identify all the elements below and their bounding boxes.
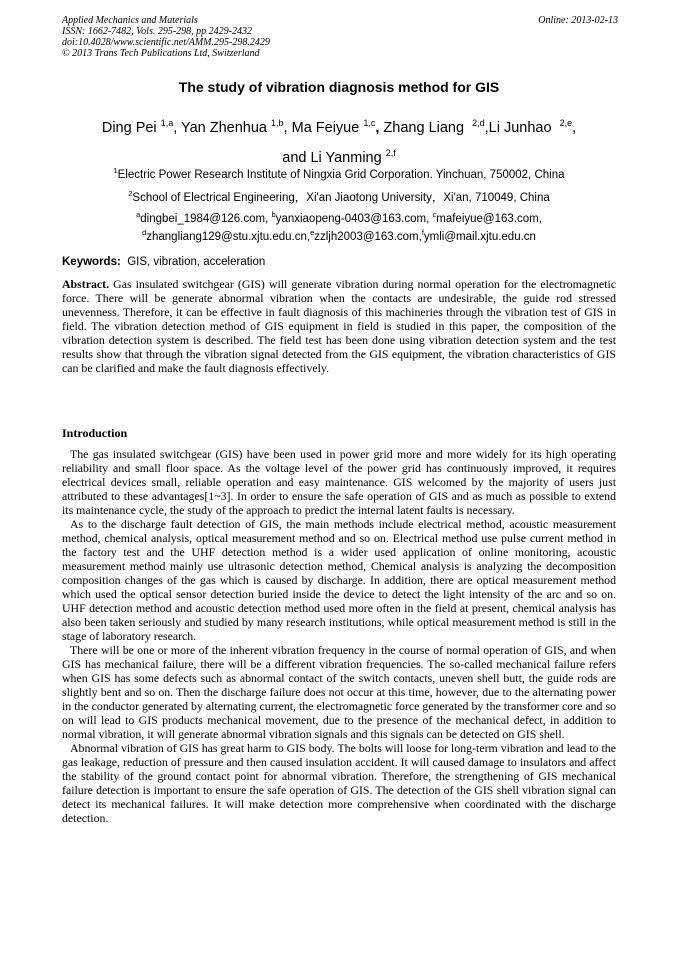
- author-name: Zhang Liang: [383, 119, 465, 136]
- keywords: [62, 256, 618, 268]
- email-marker: e: [310, 227, 315, 237]
- section-heading: Introduction: [62, 426, 128, 440]
- introduction-body: [62, 447, 616, 825]
- paragraph: Abnormal vibration of GIS has great harm to GIS body. The bolts will loose for long-term vibration and lead to the gas leakage, reduction of pressure and then caused insulation accident. It will caused damage to insulators and affect the stability of the ground contact point for abnormal vibration. Therefore, the strengthening of GIS mechanical failure detection is important to ensure the safe operation of GIS. The detection of the GIS shell vibration signal can detect its mechanical failures. It will make detection more comprehensive when coordinated with the discharge detection.: [62, 741, 616, 825]
- author-name: and Li Yanming: [282, 149, 382, 166]
- keywords-label: Keywords:: [62, 256, 121, 268]
- email-marker: f: [421, 227, 424, 237]
- email-address: zzljh2003@163.com,: [314, 230, 422, 243]
- affiliation-text: Electric Power Research Institute of Ningxia Grid Corporation. Yinchuan, 750002, China: [117, 168, 565, 181]
- author-affiliation-marker: 1,b: [271, 118, 284, 128]
- email-marker: a: [136, 210, 141, 219]
- paragraph: The gas insulated switchgear (GIS) have been used in power grid more and more widely for its high operating reliability and small floor space. As the voltage level of the power grid has continuously improved, it requires electrical devices small, reliable operation and easy maintenance. GIS welcomed by the majority of users just attributed to these advantages[1~3]. In order to ensure the safe operation of GIS and as much as possible to extend its maintenance cycle, the study of the approach to predict the internal latent faults is necessary.: [62, 447, 616, 517]
- email-address: ymli@mail.xjtu.edu.cn: [423, 230, 536, 243]
- author-emails: [40, 208, 638, 244]
- author-name: Ma Feiyue: [291, 119, 360, 136]
- abstract: [62, 277, 616, 375]
- journal-copyright: © 2013 Trans Tech Publications Ltd, Switzerland: [62, 48, 260, 59]
- author-affiliation-marker: 1,c: [363, 118, 376, 128]
- journal-name: Applied Mechanics and Materials: [62, 15, 198, 26]
- author-name: Yan Zhenhua: [181, 119, 267, 136]
- email-address: zhangliang129@stu.xjtu.edu.cn,: [146, 230, 311, 243]
- email-address: yanxiaopeng-0403@163.com,: [275, 212, 433, 225]
- author-name: Ding Pei: [101, 119, 157, 136]
- abstract-text: Gas insulated switchgear (GIS) will generate vibration during normal operation for the electromagnetic force. There will be generate abnormal vibration when the contacts are undesirable, the guide rod stressed unevenness. Therefore, it can be effective in fault diagnosis of this machineries through the vibration test of GIS in field. The vibration detection method of GIS equipment in field is studied in this paper, the composition of the vibration detection system is described. The field test has been done using vibration detection system and the test results show that through the vibration signal detected from the GIS equipment, the vibration characteristics of GIS can be clarified and make the fault diagnosis effectively.: [62, 277, 616, 375]
- email-address: mafeiyue@163.com,: [436, 212, 542, 225]
- author-affiliation-marker: 2,f: [385, 147, 396, 158]
- affiliation-2: [40, 186, 638, 206]
- email-marker: d: [142, 227, 147, 237]
- author-list: Ding Pei $^{1,a}$, Yan Zhenhua $^{1,b}$, Ma Feiyue $^{1,c}$, Zhang Liang $^{2,d}$,Li Junhao $^{2,e}$, and Li Yanming $^{2,f}$: [101, 118, 577, 166]
- keywords-text: GIS, vibration, acceleration: [127, 256, 266, 268]
- paragraph: There will be one or more of the inherent vibration frequency in the course of normal operation of GIS, and when GIS has mechanical failure, there will be a different vibration frequencies. The so-called mechanical failure refers when GIS has some defects such as abnormal contact of the switch contacts, uneven shell butt, the guide rods are slightly bent and so on. Then the discharge failure does not occur at this time, however, due to the alternating power in the conductor generated by alternating current, the electromagnetic force generated by the transformer core and so on will lead to GIS products mechanical movement, due to the presence of the mechanical defect, in addition to normal vibration, it will generate abnormal vibration signals and this signals can be detected on GIS shell.: [62, 643, 616, 741]
- email-marker: b: [271, 210, 276, 219]
- affiliation-marker: 2: [128, 189, 133, 198]
- affiliation-marker: 1: [113, 166, 118, 175]
- paragraph: As to the discharge fault detection of GIS, the main methods include electrical method, acoustic measurement method, chemical analysis, optical measurement method and so on. Electrical method use pulse current method in the factory test and the UHF detection method is a wider used application of online monitoring, acoustic measurement method mainly use ultrasonic detection method, Chemical analysis is analyzing the decomposition composition changes of the gas which is caused by discharge. In addition, there are optical measurement method which used the optical sensor detection buried inside the device to detect the light intensity of the arc and so on. UHF detection method and acoustic detection method used more often in the field at present, chemical analysis has also been taken seriously and studied by many research institutions, while optical measurement method is still in the stage of laboratory research.: [62, 517, 616, 643]
- author-affiliation-marker: 2,e: [559, 118, 573, 128]
- author-name: Li Junhao: [488, 119, 552, 136]
- online-date: Online: 2013-02-13: [538, 15, 618, 26]
- author-affiliation-marker: 1,a: [160, 118, 174, 128]
- journal-doi: doi:10.4028/www.scientific.net/AMM.295-298.2429: [62, 37, 270, 48]
- email-address: dingbei_1984@126.com,: [140, 212, 272, 225]
- affiliation-1: [40, 163, 638, 183]
- affiliation-text: School of Electrical Engineering，Xi'an Jiaotong University，Xi'an, 710049, China: [132, 191, 550, 204]
- email-marker: c: [432, 210, 437, 219]
- author-affiliation-marker: 2,d: [472, 118, 485, 128]
- journal-issn: ISSN: 1662-7482, Vols. 295-298, pp 2429-2432: [62, 26, 252, 37]
- abstract-label: Abstract.: [62, 277, 110, 291]
- paper-title: The study of vibration diagnosis method for GIS: [178, 79, 500, 95]
- journal-header: [62, 15, 618, 59]
